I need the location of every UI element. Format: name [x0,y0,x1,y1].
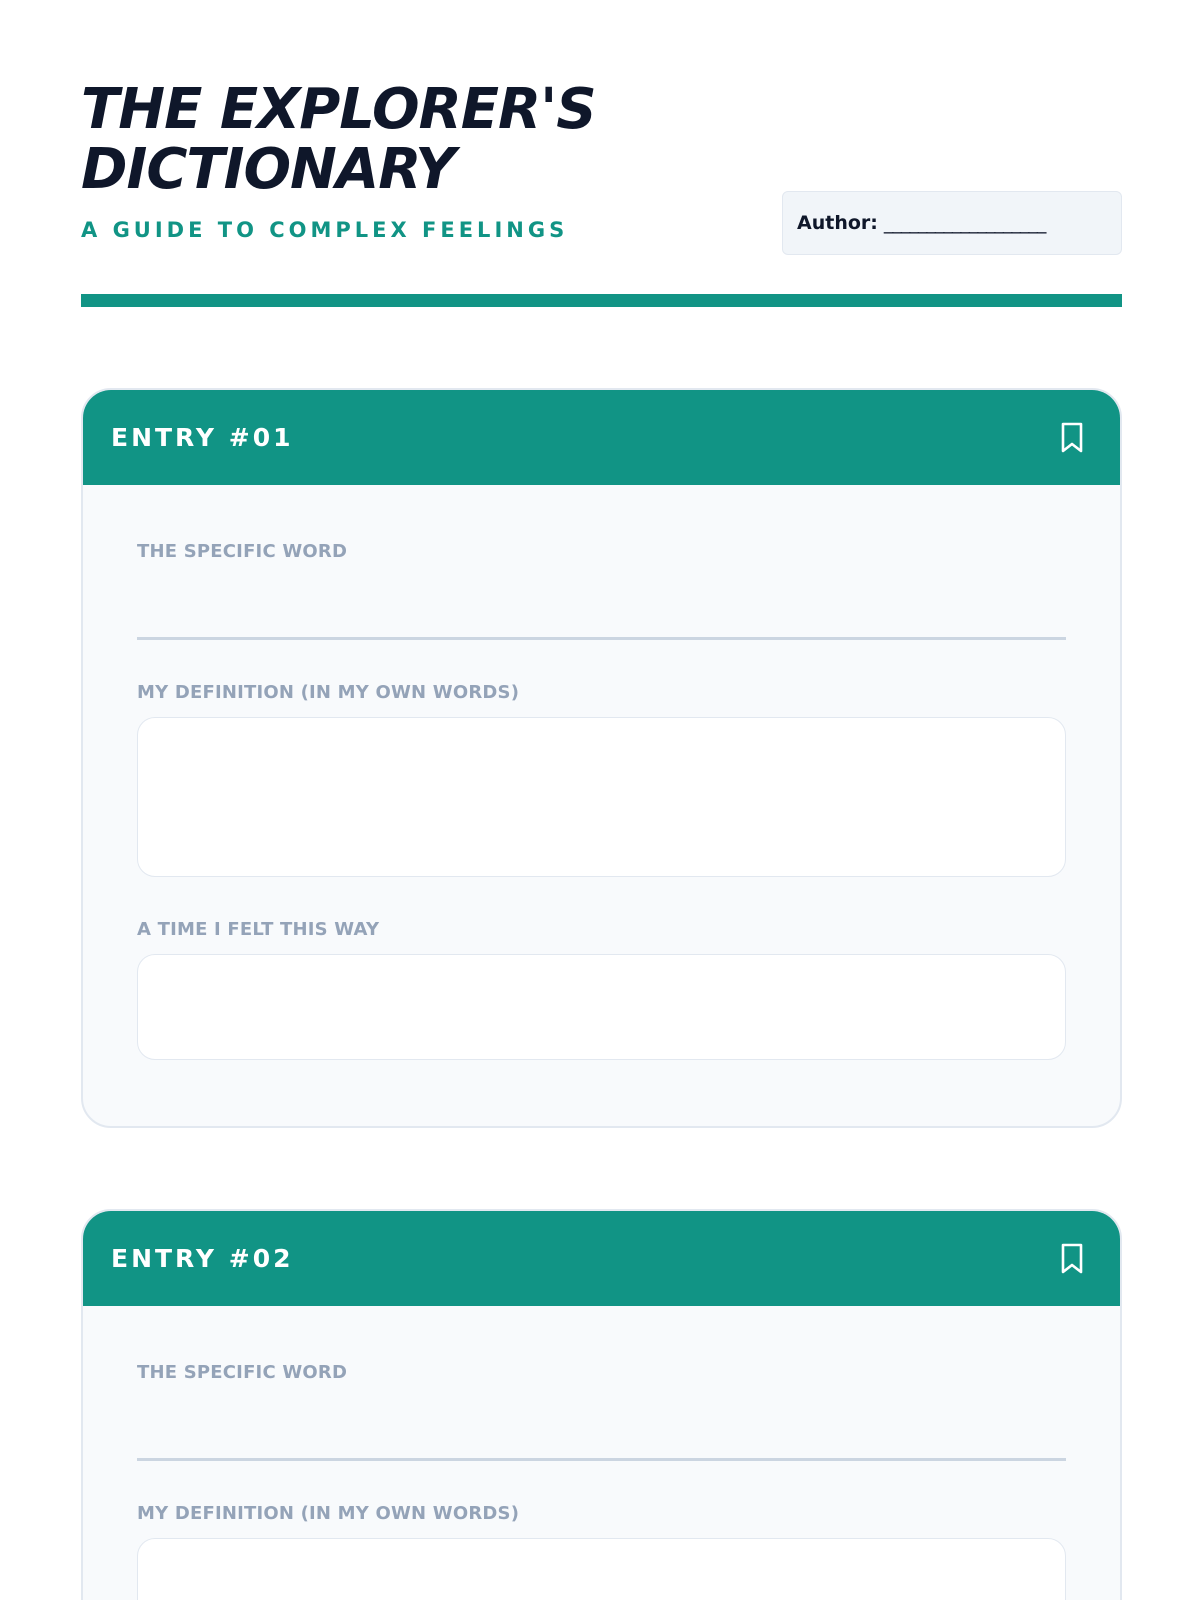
bookmark-icon[interactable] [1060,422,1084,454]
entry-card-header [83,390,1120,485]
definition-input[interactable] [137,717,1066,877]
page-subtitle: A GUIDE TO COMPLEX FEELINGS [81,218,569,242]
entry-card-2 [81,1209,1122,1600]
entry-title: ENTRY #01 [111,423,294,452]
author-blank[interactable]: ___________________ [883,212,1046,234]
word-label: THE SPECIFIC WORD [137,541,348,562]
page-title [81,77,781,202]
word-input[interactable] [137,562,1066,640]
title-line-1: THE EXPLORER'S [81,77,596,142]
definition-label: MY DEFINITION (IN MY OWN WORDS) [137,682,520,703]
entry-card-body [83,541,1120,1060]
time-felt-label: A TIME I FELT THIS WAY [137,919,380,940]
entry-card-header [83,1211,1120,1306]
author-label: Author: [797,212,878,234]
title-line-2: DICTIONARY [81,137,455,202]
word-label: THE SPECIFIC WORD [137,1362,348,1383]
time-felt-input[interactable] [137,954,1066,1060]
definition-input[interactable] [137,1538,1066,1600]
entry-card-body [83,1362,1120,1600]
definition-label: MY DEFINITION (IN MY OWN WORDS) [137,1503,520,1524]
page-header [81,77,1122,308]
bookmark-icon[interactable] [1060,1243,1084,1275]
header-divider [81,294,1122,307]
word-input[interactable] [137,1383,1066,1461]
entry-title: ENTRY #02 [111,1244,294,1273]
entry-card-1 [81,388,1122,1128]
author-field[interactable] [782,191,1122,255]
